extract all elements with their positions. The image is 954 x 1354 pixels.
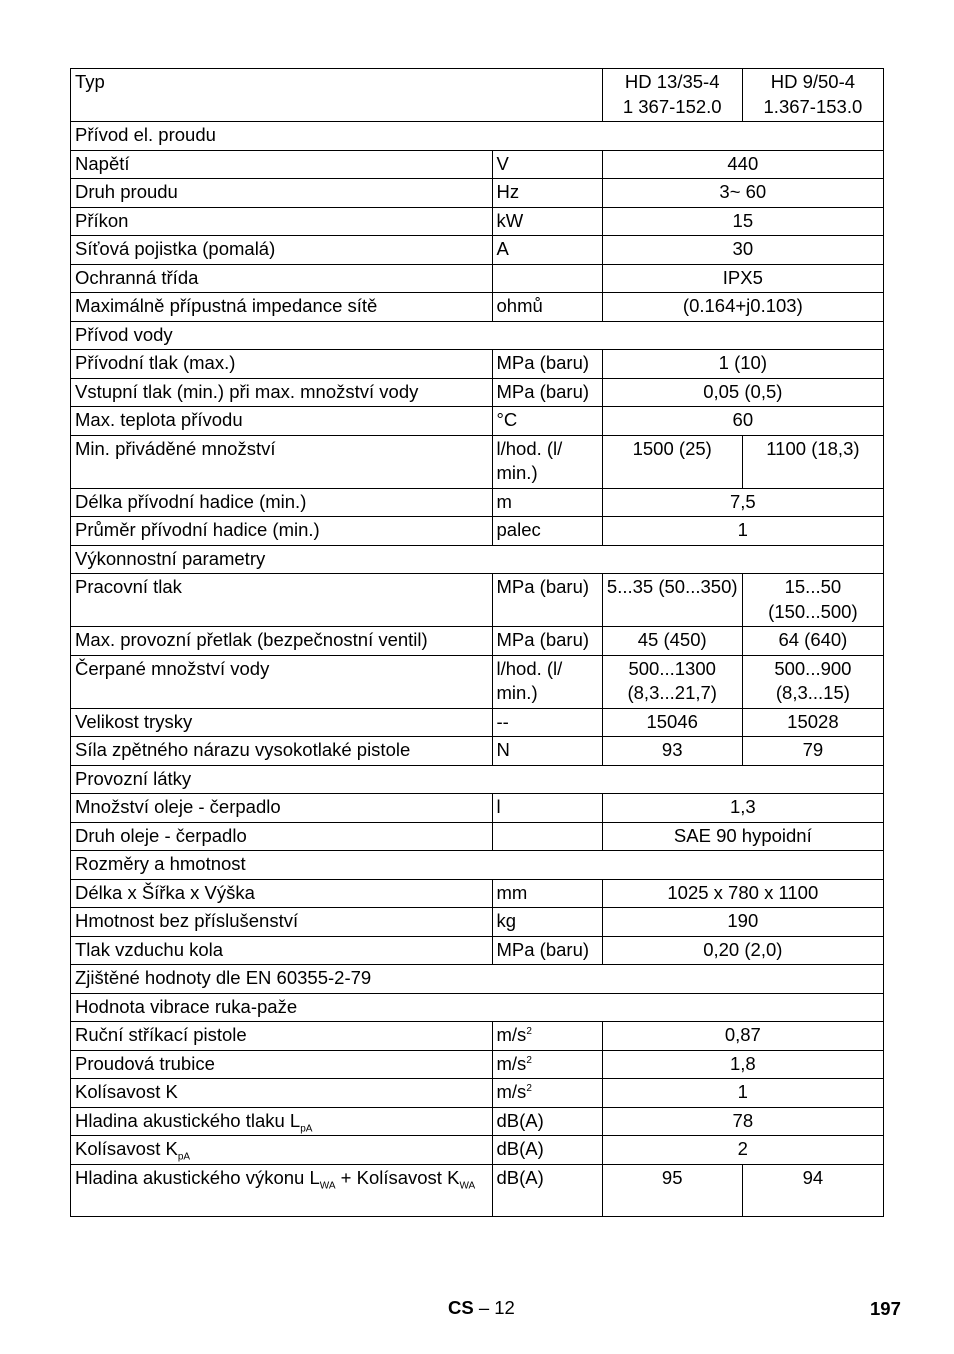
row-label: Ruční stříkací pistole (71, 1022, 493, 1051)
type-label: Typ (71, 69, 603, 122)
section-row (71, 993, 884, 1022)
row-value: 1 (10) (602, 350, 883, 379)
table-row (71, 574, 884, 627)
row-unit: dB(A) (492, 1136, 602, 1165)
unit-superscript: 2 (526, 1025, 532, 1037)
row-label-cell (71, 1107, 493, 1136)
row-value: 1,8 (602, 1050, 883, 1079)
row-unit: kg (492, 908, 602, 937)
row-unit: A (492, 236, 602, 265)
row-value-model-1: 45 (450) (602, 627, 742, 656)
table-row (71, 794, 884, 823)
table-row (71, 1107, 884, 1136)
section-row (71, 545, 884, 574)
row-unit: mm (492, 879, 602, 908)
row-label: Hmotnost bez příslušenství (71, 908, 493, 937)
row-unit (492, 1022, 602, 1051)
row-unit: -- (492, 708, 602, 737)
section-row (71, 321, 884, 350)
unit-text: m/s (496, 1081, 527, 1102)
table-row (71, 150, 884, 179)
table-row (71, 1164, 884, 1216)
row-value: 1 (602, 517, 883, 546)
section-row (71, 765, 884, 794)
row-unit: kW (492, 207, 602, 236)
section-row (71, 122, 884, 151)
row-value-model-1: 500...1300 (8,3...21,7) (602, 655, 742, 708)
model-2: HD 9/50-4 (770, 71, 856, 92)
table-row (71, 207, 884, 236)
row-unit (492, 822, 602, 851)
row-value: 7,5 (602, 488, 883, 517)
row-value: 190 (602, 908, 883, 937)
unit-superscript: 2 (526, 1054, 532, 1066)
part-number-2: 1.367-153.0 (763, 95, 863, 117)
table-row (71, 378, 884, 407)
row-unit: MPa (baru) (492, 627, 602, 656)
table-row (71, 627, 884, 656)
table-row (71, 517, 884, 546)
row-unit: l (492, 794, 602, 823)
row-unit (492, 264, 602, 293)
row-label: Délka x Šířka x Výška (71, 879, 493, 908)
row-value: 0,87 (602, 1022, 883, 1051)
section-title: Výkonnostní parametry (71, 545, 884, 574)
row-unit: MPa (baru) (492, 574, 602, 627)
section-row (71, 965, 884, 994)
table-row (71, 350, 884, 379)
row-unit: MPa (baru) (492, 936, 602, 965)
section-title: Přívod vody (71, 321, 884, 350)
row-label: Maximálně přípustná impedance sítě (71, 293, 493, 322)
row-unit (492, 1079, 602, 1108)
row-value: 3~ 60 (602, 179, 883, 208)
table-row (71, 179, 884, 208)
row-value: 78 (602, 1107, 883, 1136)
table-row (71, 1022, 884, 1051)
row-value-model-2: 64 (640) (742, 627, 883, 656)
row-label: Délka přívodní hadice (min.) (71, 488, 493, 517)
row-value: 1,3 (602, 794, 883, 823)
technical-data-table (70, 68, 884, 1217)
label-subscript: pA (300, 1123, 313, 1135)
row-value-model-2: 1100 (18,3) (742, 435, 883, 488)
model-1: HD 13/35-4 (624, 71, 720, 92)
footer-section-page: – 12 (473, 1297, 515, 1318)
label-subscript: WA (319, 1180, 336, 1192)
row-unit: l/hod. (l/ min.) (492, 435, 602, 488)
unit-text: m/s (496, 1052, 527, 1074)
section-title: Rozměry a hmotnost (71, 851, 884, 880)
row-label-continued: + Kolísavost K (335, 1166, 460, 1188)
row-label: Přívodní tlak (max.) (71, 350, 493, 379)
table-row (71, 407, 884, 436)
table-row (71, 1136, 884, 1165)
row-value: 1 (602, 1079, 883, 1108)
row-value-model-2: 15028 (742, 708, 883, 737)
row-unit: ohmů (492, 293, 602, 322)
table-row (71, 936, 884, 965)
row-unit: dB(A) (492, 1107, 602, 1136)
row-label: Ochranná třída (71, 264, 493, 293)
row-unit: m (492, 488, 602, 517)
row-label: Pracovní tlak (71, 574, 493, 627)
row-label: Průměr přívodní hadice (min.) (71, 517, 493, 546)
table-row (71, 655, 884, 708)
section-title: Zjištěné hodnoty dle EN 60355-2-79 (71, 965, 884, 994)
row-label: Množství oleje - čerpadlo (71, 794, 493, 823)
page-number: 197 (870, 1298, 901, 1319)
section-row (71, 851, 884, 880)
section-title: Provozní látky (71, 765, 884, 794)
footer-section-label (448, 1297, 515, 1319)
table-row (71, 488, 884, 517)
table-row (71, 879, 884, 908)
row-label: Max. provozní přetlak (bezpečnostní ventil) (71, 627, 493, 656)
row-value: 440 (602, 150, 883, 179)
row-unit: palec (492, 517, 602, 546)
model-2-cell (742, 69, 883, 122)
row-unit: dB(A) (492, 1164, 602, 1216)
table-row (71, 435, 884, 488)
table-row (71, 708, 884, 737)
row-label-cell (71, 1164, 493, 1216)
row-value-model-1: 15046 (602, 708, 742, 737)
row-label: Tlak vzduchu kola (71, 936, 493, 965)
row-value: 30 (602, 236, 883, 265)
table-row (71, 1079, 884, 1108)
label-subscript: pA (177, 1151, 191, 1163)
row-label: Druh proudu (71, 179, 493, 208)
table-row (71, 293, 884, 322)
row-label: Síťová pojistka (pomalá) (71, 236, 493, 265)
row-unit: N (492, 737, 602, 766)
table-header-row (71, 69, 884, 122)
row-label: Velikost trysky (71, 708, 493, 737)
row-value-model-2: 15...50 (150...500) (742, 574, 883, 627)
row-label: Hladina akustického výkonu L (75, 1166, 320, 1188)
section-title: Přívod el. proudu (71, 122, 884, 151)
row-value-model-1: 1500 (25) (602, 435, 742, 488)
row-unit: V (492, 150, 602, 179)
row-label: Čerpané množství vody (71, 655, 493, 708)
row-label: Min. přiváděné množství (71, 435, 493, 488)
row-label: Napětí (71, 150, 493, 179)
table-row (71, 822, 884, 851)
row-value: 2 (602, 1136, 883, 1165)
row-value-model-2: 94 (742, 1164, 883, 1216)
part-number-1: 1 367-152.0 (622, 95, 722, 117)
table-row (71, 737, 884, 766)
table-row (71, 236, 884, 265)
row-label: Druh oleje - čerpadlo (71, 822, 493, 851)
row-unit: Hz (492, 179, 602, 208)
table-row (71, 264, 884, 293)
section-title: Hodnota vibrace ruka-paže (71, 993, 884, 1022)
row-value-model-1: 5...35 (50...350) (602, 574, 742, 627)
row-label: Hladina akustického tlaku L (75, 1109, 301, 1131)
row-label: Kolísavost K (71, 1079, 493, 1108)
row-value-model-2: 500...900 (8,3...15) (742, 655, 883, 708)
row-value: 0,20 (2,0) (602, 936, 883, 965)
row-unit: °C (492, 407, 602, 436)
row-value: 60 (602, 407, 883, 436)
label-subscript: WA (459, 1180, 476, 1192)
row-unit: MPa (baru) (492, 350, 602, 379)
row-value-model-1: 93 (602, 737, 742, 766)
row-value: 1025 x 780 x 1100 (602, 879, 883, 908)
row-value: 15 (602, 207, 883, 236)
row-unit: l/hod. (l/ min.) (492, 655, 602, 708)
row-value-model-2: 79 (742, 737, 883, 766)
row-unit (492, 1050, 602, 1079)
row-value-model-1: 95 (602, 1164, 742, 1216)
unit-text: m/s (496, 1024, 527, 1045)
row-label: Kolísavost K (75, 1138, 178, 1159)
footer-language: CS (448, 1297, 474, 1318)
model-1-cell (602, 69, 742, 122)
row-unit: MPa (baru) (492, 378, 602, 407)
row-value: 0,05 (0,5) (602, 378, 883, 407)
table-row (71, 908, 884, 937)
row-value: IPX5 (602, 264, 883, 293)
row-label: Vstupní tlak (min.) při max. množství vody (71, 378, 493, 407)
row-value: SAE 90 hypoidní (602, 822, 883, 851)
row-value: (0.164+j0.103) (602, 293, 883, 322)
unit-superscript: 2 (526, 1082, 532, 1094)
table-row (71, 1050, 884, 1079)
row-label: Max. teplota přívodu (71, 407, 493, 436)
row-label: Proudová trubice (71, 1050, 493, 1079)
row-label: Síla zpětného nárazu vysokotlaké pistole (71, 737, 493, 766)
row-label-cell (71, 1136, 493, 1165)
row-label: Příkon (71, 207, 493, 236)
